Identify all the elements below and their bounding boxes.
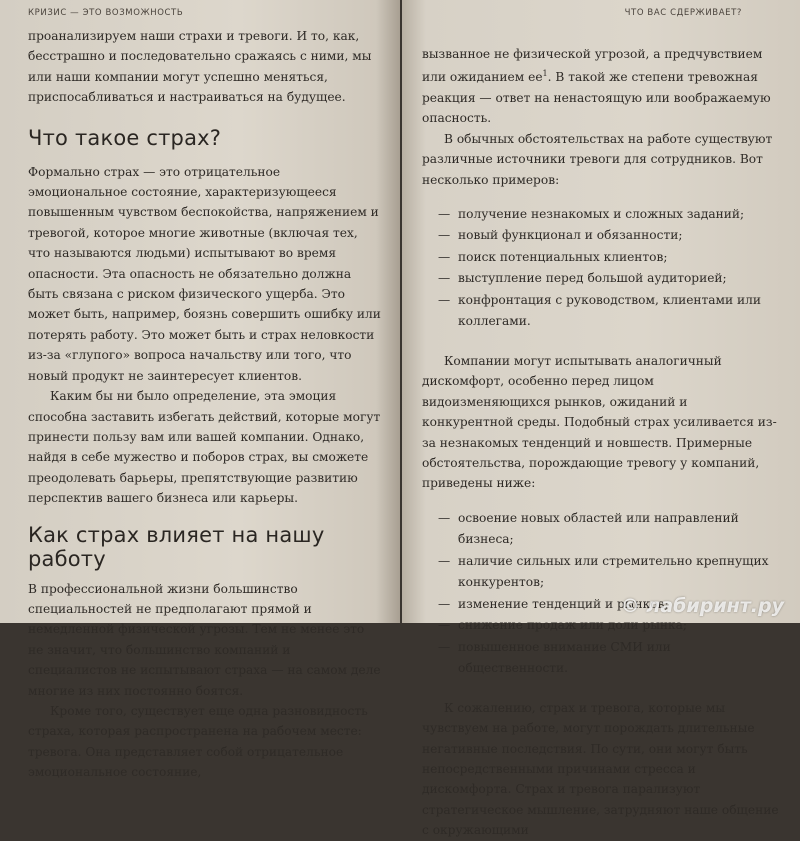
- list-item: — наличие сильных или стремительно крепнущих конкурентов;: [442, 551, 782, 594]
- left-paragraph-4: В профессиональной жизни большинство специальностей не предполагают прямой и немедленной физической угрозы. Тем не менее это не значит, что большинство компаний и специалистов не испытывают страха — на самом деле многие из них постоянно боятся.: [28, 581, 381, 698]
- left-page: [0, 0, 400, 780]
- list-item: — выступление перед большой аудиторией;: [442, 268, 782, 290]
- footnote-marker: 1: [542, 69, 548, 79]
- right-running-head: ЧТО ВАС СДЕРЖИВАЕТ?: [624, 8, 742, 18]
- left-paragraph-2: Формально страх — это отрицательное эмоциональное состояние, характеризующееся повышенным чувством беспокойства, напряжением и тревогой, которое многие животные (включая тех, что называются людьми) испытывают во время опасности. Эта опасность не обязательно должна быть связана с риском физического ущерба. Это может быть, например, боязнь совершить ошибку или потерять работу. Это может быть и страх неловкости из-за «глупого» вопроса начальству или того, что новый продукт не заинтересует клиентов.: [28, 164, 381, 383]
- list-item: — поиск потенциальных клиентов;: [442, 247, 782, 269]
- watermark: © лабиринт.ру: [620, 595, 784, 617]
- right-paragraph-4: К сожалению, страх и тревога, которые мы чувствуем на работе, могут порождать длительные негативные последствия. По сути, они могут быть непосредственными причинами стресса и дискомфорта. Страх и тревога парализуют стратегическое мышление, затрудняют наше общение с окружающими: [422, 700, 779, 838]
- left-running-head: КРИЗИС — ЭТО ВОЗМОЖНОСТЬ: [28, 8, 184, 18]
- left-paragraph-5: Кроме того, существует еще одна разновидность страха, которая распространена на рабочем месте: тревога. Она представляет собой отрицательное эмоциональное состояние,: [28, 703, 368, 780]
- list-item: — освоение новых областей или направлений бизнеса;: [442, 508, 782, 551]
- right-paragraph-3: Компании могут испытывать аналогичный дискомфорт, особенно перед лицом видоизменяющихся рынков, ожиданий и конкурентной среды. Подобный страх усиливается из-за незнакомых тенденций и новшеств. Примерные обстоятельства, порождающие тревогу у компаний, приведены ниже:: [422, 353, 777, 491]
- list-item: — повышенное внимание СМИ или общественности.: [442, 637, 782, 680]
- right-paragraph-1: [422, 44, 782, 129]
- list-item: — новый функционал и обязанности;: [442, 225, 782, 247]
- left-paragraph-1: проанализируем наши страхи и тревоги. И то, как, бесстрашно и последовательно сражаясь с ними, мы или наши компании могут успешно меняться, приспосабливаться и настраиваться на будущее.: [28, 29, 372, 105]
- right-paragraph-2: В обычных обстоятельствах на работе существуют различные источники тревоги для сотрудников. Вот несколько примеров:: [422, 131, 773, 187]
- heading-fear-at-work: Как страх влияет на нашу работу: [28, 522, 325, 571]
- right-paragraph-1-rest: . В такой же степени тревожная реакция — ответ на ненастоящую или воображаемую опасность.: [422, 70, 771, 126]
- list-item: — получение незнакомых и сложных заданий;: [442, 204, 782, 226]
- left-paragraph-3: Каким бы ни было определение, эта эмоция способна заставить избегать действий, которые могут принести пользу вам или вашей компании. Однако, найдя в себе мужество и поборов страх, вы сможете преодолевать барьеры, препятствующие развитию перспектив вашего бизнеса или карьеры.: [28, 389, 381, 506]
- heading-what-is-fear: Что такое страх?: [28, 125, 222, 150]
- right-paragraph-1-text: вызванное не физической угрозой, а предчувствием или ожиданием ее: [422, 47, 763, 85]
- company-anxiety-list: [422, 508, 782, 680]
- list-item: — снижение продаж или доли рынка;: [442, 615, 782, 637]
- list-item: — изменение тенденций и рынков;: [442, 594, 782, 616]
- employee-anxiety-list: [422, 204, 782, 333]
- right-page: [402, 0, 800, 838]
- list-item: — конфронтация с руководством, клиентами или коллегами.: [442, 290, 782, 333]
